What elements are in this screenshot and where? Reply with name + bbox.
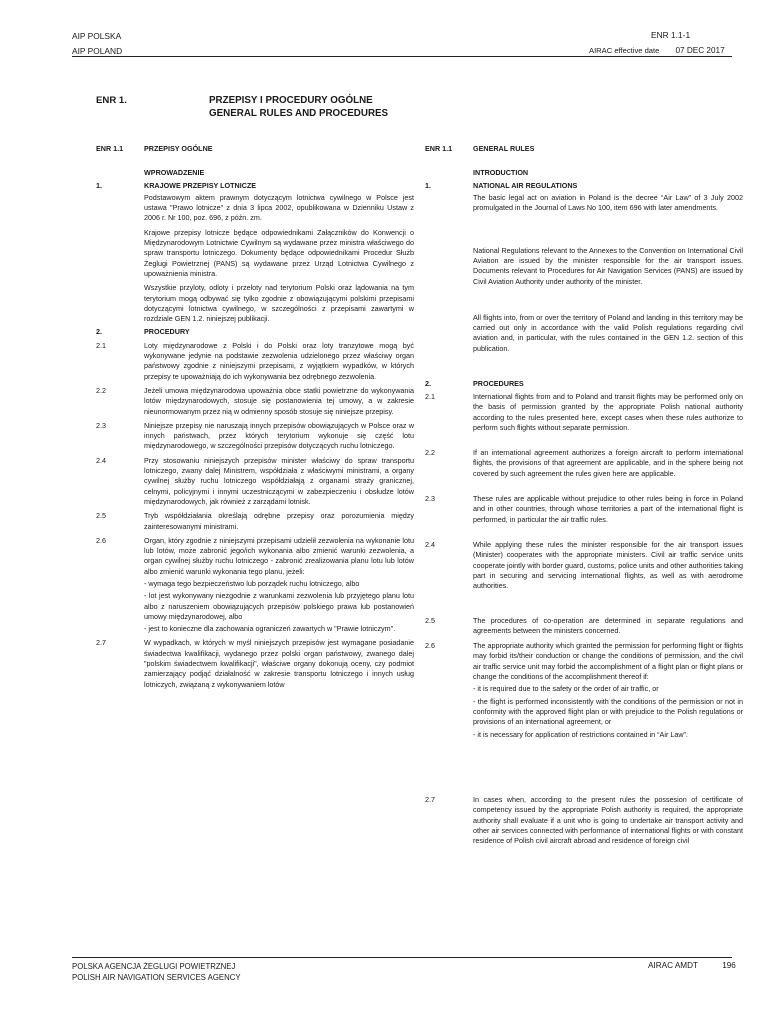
para-number: 1. [96,180,102,190]
subsection-text: If an international agreement authorizes a foreign aircraft to perform international flights, the provisions of that agreement are applicable, and in the sphere being not covered by such agreement the rules given here are applicable. [473,448,743,478]
subsection-intro: The appropriate authority which granted the permission for performing flight or flights may forbid its/their conduction or change the conditions of permission, and the civil air traffic service unit may forbid the accomplishment of a flight plan or flight plans or change the conditions of the accomplishment thereof if: [473,641,743,682]
subsection [425,494,743,536]
subsection-number: 2.5 [96,511,106,521]
para-title: NATIONAL AIR REGULATIONS [473,180,578,190]
subsection [425,795,743,846]
subsection [96,386,414,417]
paragraph [96,228,414,279]
subsection-number: 2.7 [96,638,106,648]
header-org-pl: AIP POLSKA [72,31,122,41]
subsection-text: Niniejsze przepisy nie naruszają innych przepisów obowiązujących w Polsce oraz w innych państwach, przez których terytorium wykonuje się część lotu międzynarodowego, w szczególności przepisów dotyczących ruchu lotniczego. [144,420,414,451]
list-item: - jest to konieczne dla zachowania ograniczeń zawartych w "Prawie lotniczym". [144,624,396,634]
amdt-label: AIRAC AMDT [648,961,698,970]
paragraph-text: Wszystkie przyloty, odloty i przeloty nad terytorium Polski oraz lądowania na tym terytorium mogą odbywać się tylko zgodnie z obowiązującymi polskimi przepisami dotyczącymi lotnictwa cywilnego, w szczególności z przepisami zawartymi w rozdziale GEN 1.2. niniejszej publikacji. [144,283,414,324]
para-title: PROCEDURY [144,327,190,337]
footer-amendment [648,961,736,970]
footer-org-pl: POLSKA AGENCJA ŻEGLUGI POWIETRZNEJ [72,962,236,971]
footer-divider [72,957,732,958]
header-org-en: AIP POLAND [72,46,123,56]
section-heading [425,144,743,154]
subsection-text: Tryb współdziałania określają odrębne przepisy oraz porozumienia między zainteresowanymi ministrami. [144,511,414,531]
subsection [96,638,414,689]
paragraph-text: Podstawowym aktem prawnym dotyczącym lotnictwa cywilnego w Polsce jest ustawa "Prawo lotnicze" z dnia 3 lipca 2002, opublikowana w Dzienniku Ustaw z 2006 r. Nr 100, poz. 696, z późn. zm. [144,192,414,223]
chapter-code: ENR 1. [96,95,127,106]
subsection [425,392,743,444]
subsection-text: Przy stosowaniu niniejszych przepisów minister właściwy do spraw transportu lotniczego, zwany dalej Ministrem, współdziała z właściwymi ministrami, a organy cywilnej służby ruchu lotniczego współdziałają z organami straży granicznej, celnymi, policyjnymi i innymi uczestniczącymi w zabezpieczeniu i obsłudze lotów międzynarodowych, jak również z zarządami lotnisk. [144,455,414,506]
subsection-number: 2.1 [96,340,106,350]
list-item: - it is required due to the safety or the order of air traffic, or [473,684,659,694]
subsection-text: While applying these rules the minister responsible for the air transport issues (Minister) cooperates with the appropriate ministers. Civil air traffic service units cooperate jointly with border guard, customs, police units and other authorities taking part in securing and servicing international flights, as well as with aerodrome authorities. [473,540,743,591]
subsection [425,616,743,637]
para-heading [425,379,743,389]
subsection-intro: Organ, który zgodnie z niniejszymi przepisami udzielił zezwolenia na wykonanie lotu lub lotów, może zabronić jego/ich wykonania albo zmienić warunki zezwolenia, a organ cywilnej służby ruchu lotniczego - zabronić zrealizowania planu lotu lub lotów albo zmienić warunki wykonania tego planu, jeżeli: [144,535,414,576]
para-number: 2. [425,378,431,388]
para-heading [96,181,414,191]
paragraph [96,193,414,224]
list-item: - it is necessary for application of restrictions contained in “Air Law”. [473,729,688,739]
paragraph [425,246,743,309]
subsection-text [473,641,743,791]
chapter-title [209,94,388,120]
paragraph [425,193,743,242]
header-divider [72,56,732,57]
section-number: ENR 1.1 [425,144,453,153]
subsection-text: Jeżeli umowa międzynarodowa upoważnia obce statki powietrzne do wykonywania lotów międzynarodowych, stosuje się postanowienia tej umowy, a w zakresie nieunormowanym przez nią w odmienny sposób stosuje się niniejsze przepisy. [144,385,414,416]
para-title: KRAJOWE PRZEPISY LOTNICZE [144,180,257,190]
subsection-text: International flights from and to Poland and transit flights may be performed only on the basis of permission granted by the appropriate Polish national authority according to the rules presented here, except cases when these rules authorize to perform such flights without separate permission. [473,392,743,433]
para-title: PROCEDURES [473,378,524,388]
subsection [96,421,414,452]
section-title: GENERAL RULES [473,144,535,153]
list-item: - lot jest wykonywany niezgodnie z warunkami zezwolenia lub przyjętego planu lotu albo z naruszeniem obowiązujących przepisów polskiego prawa lub postanowień umowy międzynarodowej, albo [144,591,414,621]
airac-date: 07 DEC 2017 [675,46,725,55]
subsection-number: 2.6 [96,535,106,545]
paragraph [96,283,414,324]
subsection-number: 2.6 [425,641,435,651]
intro-heading [425,168,743,178]
paragraph-text: The basic legal act on aviation in Poland is the decree “Air Law” of 3 July 2002 promulgated in the Journal of Laws No 100, item 696 with later amendments. [473,192,743,213]
subsection-number: 2.4 [425,540,435,550]
subsection [96,456,414,507]
section-number: ENR 1.1 [96,144,124,153]
subsection [425,540,743,612]
subsection-text [144,536,414,635]
subsection-number: 2.2 [96,385,106,395]
amdt-number: 196 [722,961,736,970]
subsection-number: 2.2 [425,448,435,458]
subsection [96,511,414,532]
list-item: - wymaga tego bezpieczeństwo lub porządek ruchu lotniczego, albo [144,578,360,588]
column-polish [96,144,414,690]
header-publisher [72,29,122,59]
section-title: PRZEPISY OGÓLNE [144,144,213,153]
subsection-text: The procedures of co-operation are determined in separate regulations and agreements between the ministers concerned. [473,616,743,636]
subsection-number: 2.1 [425,392,435,402]
footer-org-en: POLISH AIR NAVIGATION SERVICES AGENCY [72,973,241,982]
subsection-number: 2.3 [425,494,435,504]
intro-heading [96,168,414,178]
chapter-title-pl: PRZEPISY I PROCEDURY OGÓLNE [209,95,373,106]
subsection-text: Loty międzynarodowe z Polski i do Polski oraz loty tranzytowe mogą być wykonywane jedynie na podstawie zezwolenia udzielonego przez właściwy organ państwowy zgodnie z niniejszymi przepisami, z wyjątkiem wypadków, w których przepisy te upoważniają do ich wykonywania bez odrębnego zezwolenia. [144,340,414,381]
subsection-text: W wypadkach, w których w myśl niniejszych przepisów jest wymagane posiadanie świadectwa kwalifikacji, wydanego przez polski organ państwowy, zwanego dalej "polskim świadectwem kwalifikacji", właściwe organy dokonują oceny, czy podmiot zamierzający podjąć działalność w zakresie transportu lotniczego i innych usług lotniczych, związaną z wykonywaniem lotów [144,638,414,689]
subsection [425,641,743,791]
section-heading [96,144,414,154]
para-heading [96,327,414,337]
subsection-number: 2.7 [425,795,435,805]
subsection [96,536,414,635]
column-english [425,144,743,847]
para-number: 2. [96,327,102,337]
para-heading [425,181,743,191]
paragraph-text: All flights into, from or over the territory of Poland and landing in this territory may be carried out only in accordance with the valid Polish regulations regarding civil aviation and, in particular, with the rules contained in the GEN 1.2. section of this publication. [473,312,743,353]
intro-title: INTRODUCTION [473,168,529,178]
airac-effective [589,46,725,55]
intro-title: WPROWADZENIE [144,168,205,178]
subsection-text: These rules are applicable without prejudice to other rules being in force in Poland and in other countries, through whose territories a part of the international flight is performed, in particular the air traffic rules. [473,494,743,524]
subsection [96,341,414,382]
list-item: - the flight is performed inconsistently with the conditions of the permission or not in conformity with the approved flight plan or with prejudice to the Polish regulations or provisions of an international agreement, or [473,696,743,727]
subsection-number: 2.5 [425,616,435,626]
subsection-number: 2.4 [96,455,106,465]
paragraph-text: Krajowe przepisy lotnicze będące odpowiednikami Załączników do Konwencji o Międzynarodowym Lotnictwie Cywilnym są wydawane przez ministra właściwego do spraw transportu lotniczego. Dokumenty będące odpowiednikami Procedur Służb Żeglugi Powietrznej (PANS) są wydawane przez Urząd Lotnictwa Cywilnego z upoważnienia ministra. [144,227,414,278]
subsection-number: 2.3 [96,420,106,430]
airac-label: AIRAC effective date [589,46,660,55]
paragraph-text: National Regulations relevant to the Annexes to the Convention on International Civil Aviation are issued by the minister responsible for the air transport issues. Documents relevant to Procedures for Air Navigation Services (PANS) are issued by Civil Aviation Authority under authority of the minister. [473,245,743,286]
chapter-title-en: GENERAL RULES AND PROCEDURES [209,108,389,119]
paragraph [425,313,743,376]
page-code: ENR 1.1-1 [651,30,691,40]
subsection [425,448,743,490]
subsection-text: In cases when, according to the present rules the possesion of certificate of competency issued by the appropriate Polish authority is required, the appropriate authority shall evaluate if a unit who is going to undertake air transport activity and other air services connected with performance of international flights or with constant residence of Polish civil aircraft abroad and residence of foreign civil [473,795,743,846]
para-number: 1. [425,180,431,190]
footer-agency [72,961,241,983]
